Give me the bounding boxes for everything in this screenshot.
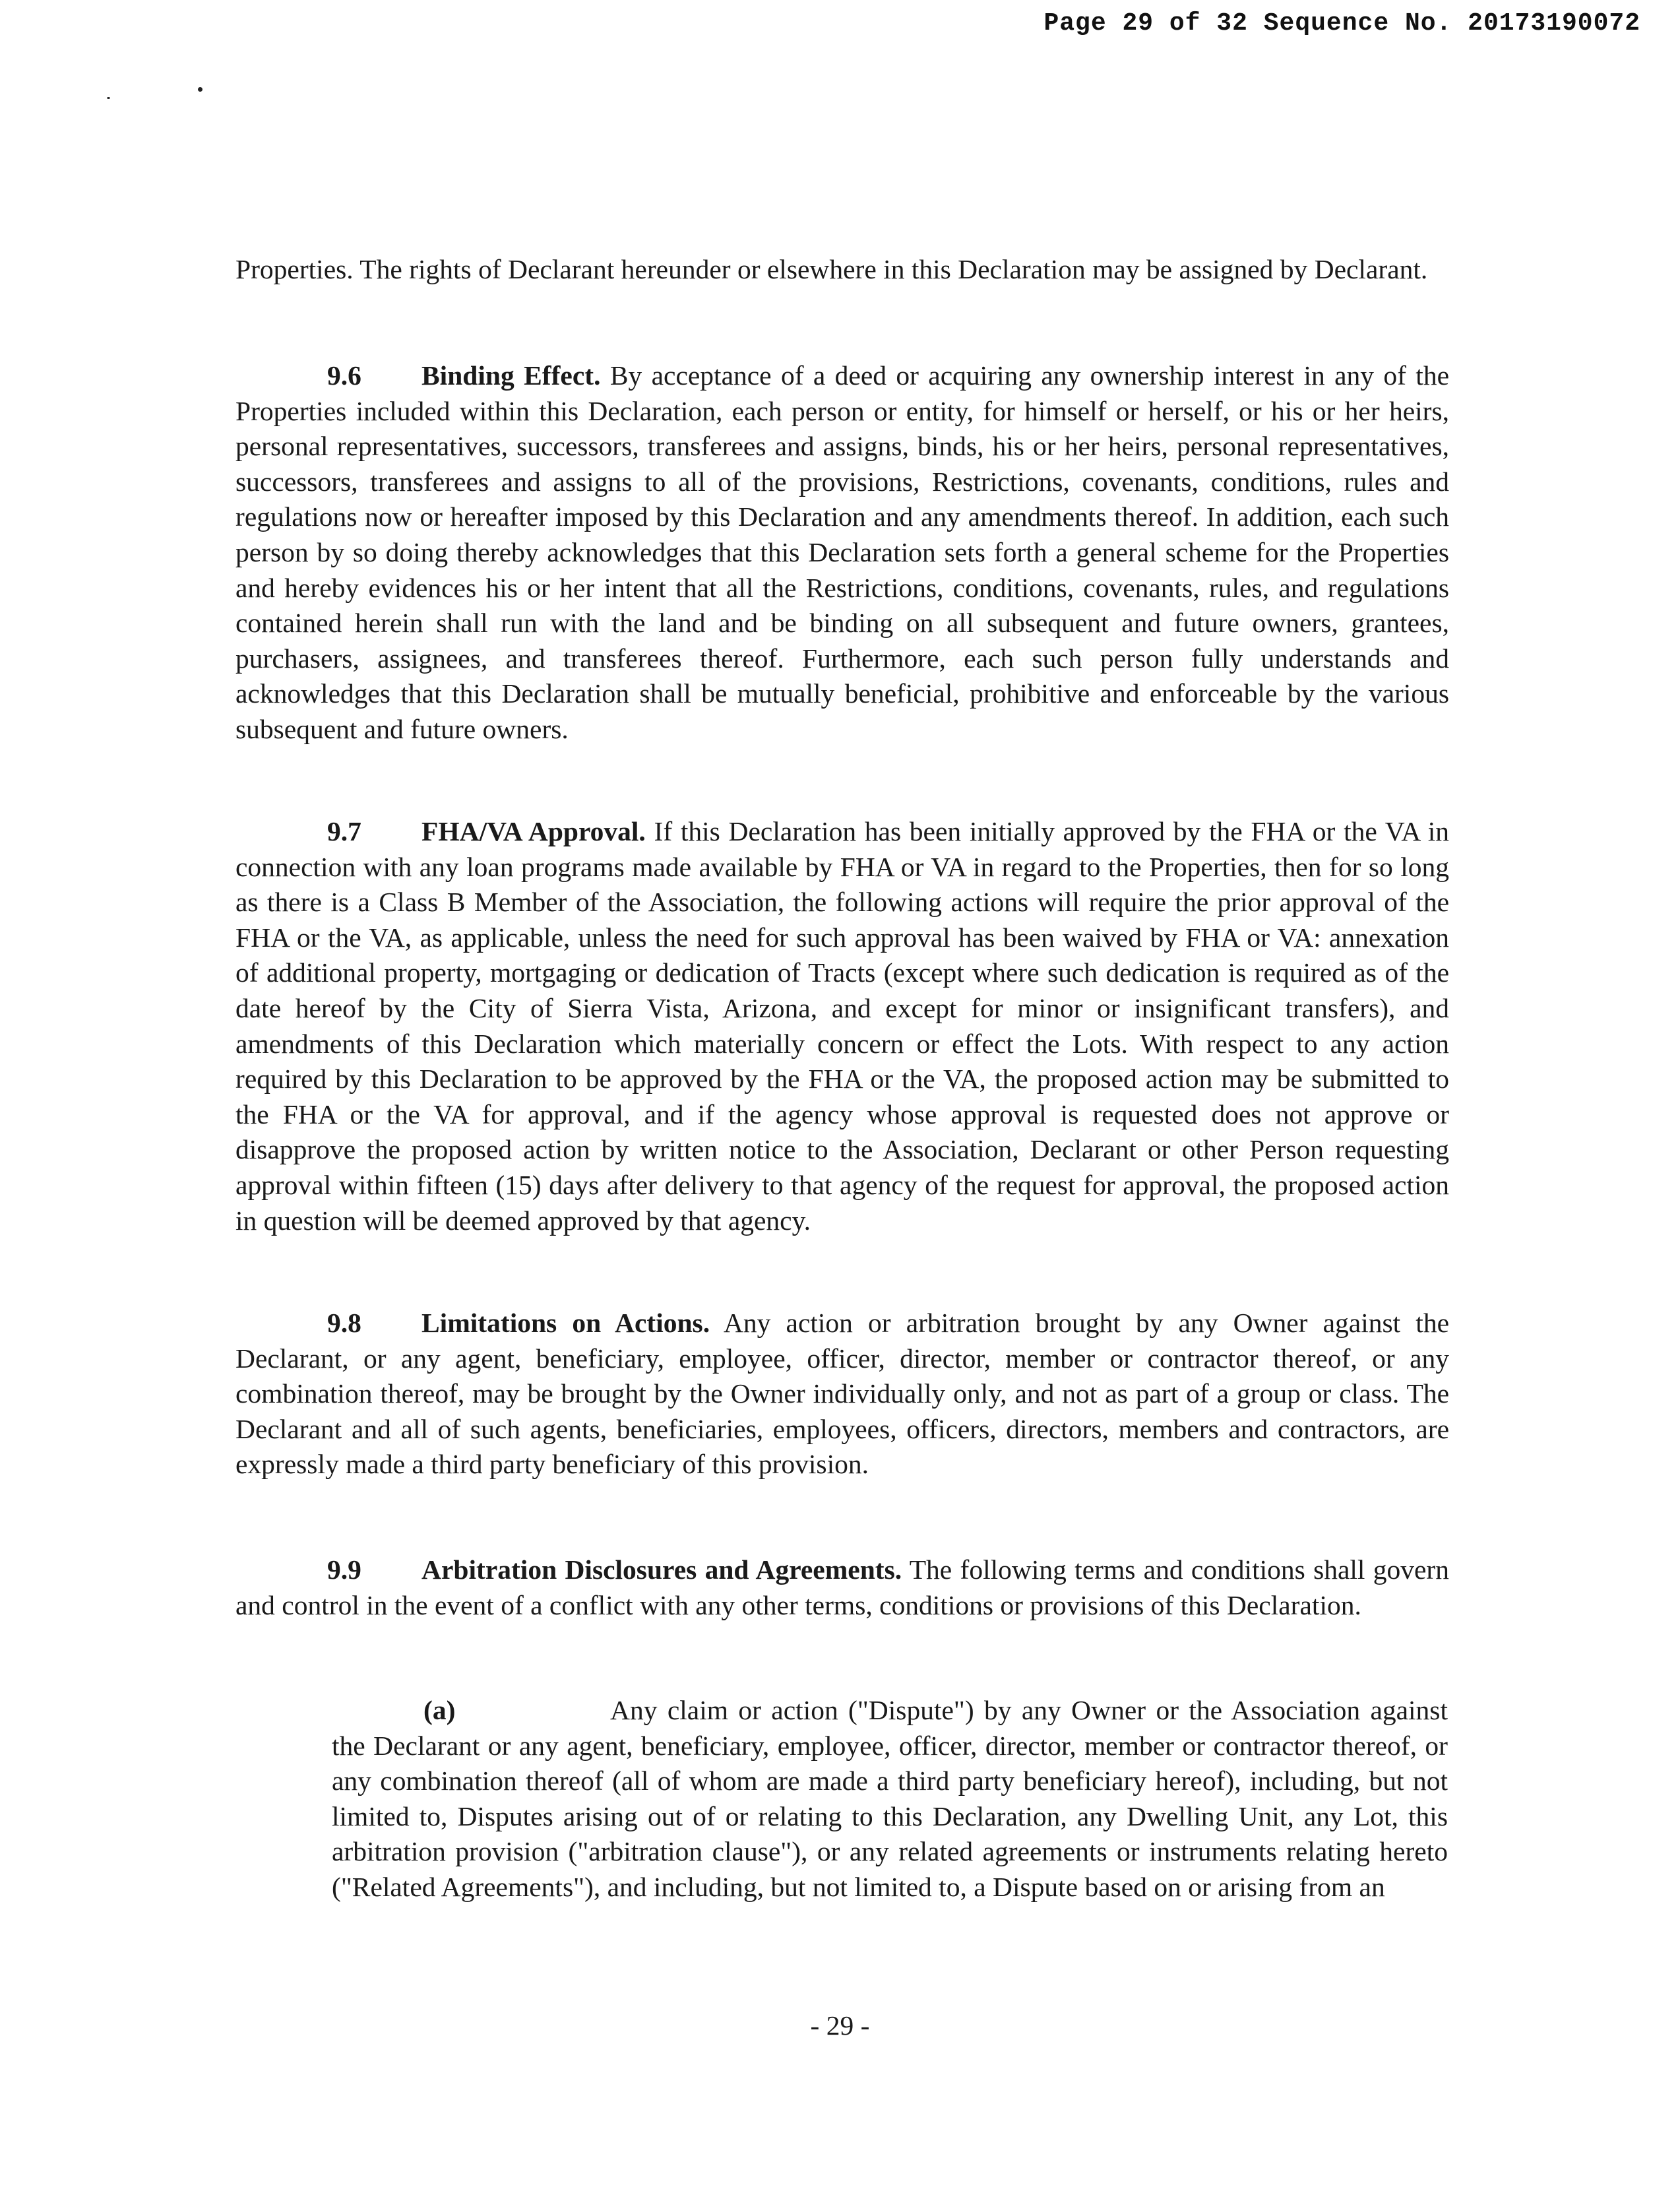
section-number: 9.9 (327, 1554, 361, 1585)
section-number: 9.6 (327, 360, 361, 391)
scan-speck (107, 97, 110, 99)
page-number: - 29 - (810, 2010, 870, 2041)
section-9-6 (235, 358, 1449, 747)
section-text: By acceptance of a deed or acquiring any ownership interest in any of the Properties included within this Declaration, each person or entity, for himself or herself, or his or her heirs, personal representatives, successors, transferees and assigns, binds, his or her heirs, personal representatives, successors, transferees and assigns to all of the provisions, Restrictions, covenants, conditions, rules and regulations now or hereafter imposed by this Declaration and any amendments thereof. In addition, each such person by so doing thereby acknowledges that this Declaration sets forth a general scheme for the Properties and hereby evidences his or her intent that all the Restrictions, conditions, covenants, rules, and regulations contained herein shall run with the land and be binding on all subsequent and future owners, grantees, purchasers, assignees, and transferees thereof. Furthermore, each such person fully understands and acknowledges that this Declaration shall be mutually beneficial, prohibitive and enforceable by the various subsequent and future owners. (235, 360, 1449, 744)
subsection-text: Any claim or action ("Dispute") by any Owner or the Association against the Declarant or any agent, beneficiary, employee, officer, director, member or contractor thereof, or any combination thereof (all of whom are made a third party beneficiary hereof), including, but not limited to, Disputes arising out of or relating to this Declaration, any Dwelling Unit, any Lot, this arbitration provision ("arbitration clause"), or any related agreements or instruments relating hereto ("Related Agreements"), and including, but not limited to, a Dispute based on or arising from an (332, 1695, 1448, 1902)
section-9-8 (235, 1306, 1449, 1482)
section-title: Binding Effect. (421, 360, 601, 391)
section-text: Any action or arbitration brought by any Owner against the Declarant, or any agent, beneficiary, employee, officer, director, member or contractor thereof, or any combination thereof, may be brought by the Owner individually only, and not as part of a group or class. The Declarant and all of such agents, beneficiaries, employees, officers, directors, members and contractors, are expressly made a third party beneficiary of this provision. (235, 1308, 1449, 1480)
section-number: 9.7 (327, 816, 361, 846)
section-title: Limitations on Actions. (421, 1308, 710, 1338)
continuation-paragraph (235, 252, 1449, 288)
subsection-a (332, 1693, 1448, 1905)
section-text: The following terms and conditions shall govern and control in the event of a conflict with any other terms, conditions or provisions of this Declaration. (235, 1554, 1449, 1620)
section-title: FHA/VA Approval. (421, 816, 646, 846)
scan-speck (198, 87, 202, 92)
subsection-label: (a) (423, 1695, 456, 1725)
page-header: Page 29 of 32 Sequence No. 20173190072 (1043, 9, 1640, 38)
continuation-text: Properties. The rights of Declarant hereunder or elsewhere in this Declaration may be assigned by Declarant. (235, 254, 1428, 284)
section-9-9 (235, 1552, 1449, 1623)
section-number: 9.8 (327, 1308, 361, 1338)
section-text: If this Declaration has been initially approved by the FHA or the VA in connection with any loan programs made available by FHA or VA in regard to the Properties, then for so long as there is a Class B Member of the Association, the following actions will require the prior approval of the FHA or the VA, as applicable, unless the need for such approval has been waived by FHA or VA: annexation of additional property, mortgaging or dedication of Tracts (except where such dedication is required as of the date hereof by the City of Sierra Vista, Arizona, and except for minor or insignificant transfers), and amendments of this Declaration which materially concern or effect the Lots. With respect to any action required by this Declaration to be approved by the FHA or the VA, the proposed action may be submitted to the FHA or the VA for approval, and if the agency whose approval is requested does not approve or disapprove the proposed action by written notice to the Association, Declarant or other Person requesting approval within fifteen (15) days after delivery to that agency of the request for approval, the proposed action in question will be deemed approved by that agency. (235, 816, 1449, 1236)
section-9-7 (235, 814, 1449, 1238)
section-title: Arbitration Disclosures and Agreements. (421, 1554, 902, 1585)
